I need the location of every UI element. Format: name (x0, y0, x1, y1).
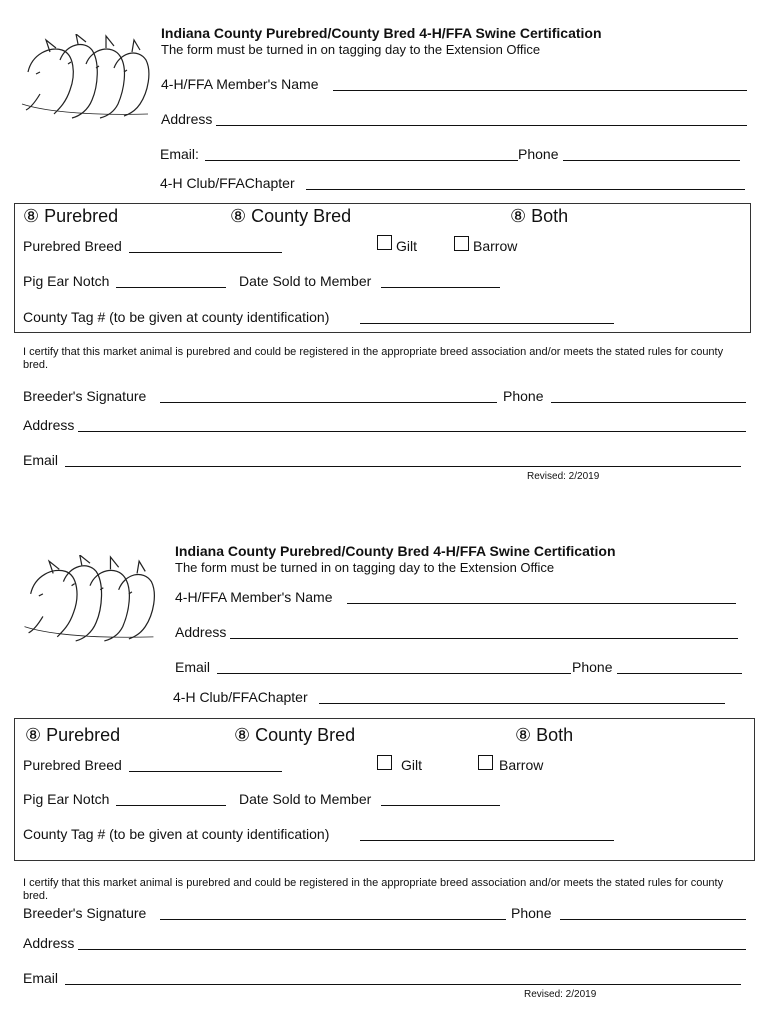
club-field[interactable] (319, 703, 725, 704)
address-field[interactable] (216, 125, 747, 126)
address-label: Address (161, 111, 213, 127)
phone-field[interactable] (563, 160, 740, 161)
breeder-email-field[interactable] (65, 984, 741, 985)
certify-statement: I certify that this market animal is purebred and could be registered in the appropriate breed association and/or meets the stated rules for county bred. (23, 877, 724, 902)
gilt-label: Gilt (401, 757, 422, 773)
pigs-illustration (20, 555, 160, 643)
breeder-address-field[interactable] (78, 431, 746, 432)
option-purebred[interactable]: ⑧ Purebred (23, 206, 119, 226)
date-sold-label: Date Sold to Member (239, 273, 372, 289)
breeder-address-field[interactable] (78, 949, 746, 950)
county-tag-label: County Tag # (to be given at county identification) (23, 309, 330, 325)
member-name-field[interactable] (347, 603, 736, 604)
club-field[interactable] (306, 189, 745, 190)
option-both[interactable]: ⑧ Both (510, 206, 569, 226)
ear-notch-field[interactable] (116, 805, 226, 806)
member-name-label: 4-H/FFA Member's Name (161, 76, 319, 92)
email-label: Email (175, 659, 211, 675)
breeder-address-label: Address (23, 935, 75, 951)
date-sold-field[interactable] (381, 287, 500, 288)
revised-date: Revised: 2/2019 (527, 471, 600, 482)
pigs-illustration (20, 34, 152, 120)
member-name-field[interactable] (333, 90, 747, 91)
barrow-label: Barrow (499, 757, 544, 773)
breeder-phone-field[interactable] (551, 402, 746, 403)
barrow-checkbox[interactable] (478, 755, 493, 770)
gilt-checkbox[interactable] (377, 755, 392, 770)
breeder-signature-field[interactable] (160, 919, 506, 920)
ear-notch-field[interactable] (116, 287, 226, 288)
revised-date: Revised: 2/2019 (524, 989, 597, 1000)
breeder-email-field[interactable] (65, 466, 741, 467)
address-label: Address (175, 624, 227, 640)
barrow-label: Barrow (473, 238, 518, 254)
option-county-bred[interactable]: ⑧ County Bred (230, 206, 352, 226)
county-tag-label: County Tag # (to be given at county identification) (23, 826, 330, 842)
email-field[interactable] (217, 673, 571, 674)
breeder-email-label: Email (23, 452, 59, 468)
option-purebred[interactable]: ⑧ Purebred (25, 725, 121, 745)
email-label: Email: (160, 146, 199, 162)
breeder-signature-label: Breeder's Signature (23, 905, 147, 921)
address-field[interactable] (230, 638, 738, 639)
county-tag-field[interactable] (360, 323, 614, 324)
email-field[interactable] (205, 160, 518, 161)
member-name-label: 4-H/FFA Member's Name (175, 589, 333, 605)
breeder-signature-label: Breeder's Signature (23, 388, 147, 404)
ear-notch-label: Pig Ear Notch (23, 273, 110, 289)
purebred-breed-label: Purebred Breed (23, 238, 122, 254)
date-sold-field[interactable] (381, 805, 500, 806)
barrow-checkbox[interactable] (454, 236, 469, 251)
phone-label: Phone (572, 659, 613, 675)
form-title: Indiana County Purebred/County Bred 4-H/FFA Swine Certification (175, 543, 616, 559)
purebred-breed-field[interactable] (129, 252, 282, 253)
county-tag-field[interactable] (360, 840, 614, 841)
gilt-label: Gilt (396, 238, 417, 254)
option-county-bred[interactable]: ⑧ County Bred (234, 725, 356, 745)
breeder-email-label: Email (23, 970, 59, 986)
gilt-checkbox[interactable] (377, 235, 392, 250)
purebred-breed-label: Purebred Breed (23, 757, 122, 773)
club-label: 4-H Club/FFAChapter (160, 175, 295, 191)
ear-notch-label: Pig Ear Notch (23, 791, 110, 807)
club-label: 4-H Club/FFAChapter (173, 689, 308, 705)
certify-statement: I certify that this market animal is purebred and could be registered in the appropriate breed association and/or meets the stated rules for county bred. (23, 346, 724, 371)
phone-label: Phone (518, 146, 559, 162)
purebred-breed-field[interactable] (129, 771, 282, 772)
form-title: Indiana County Purebred/County Bred 4-H/FFA Swine Certification (161, 25, 602, 41)
phone-field[interactable] (617, 673, 742, 674)
breeder-phone-label: Phone (511, 905, 552, 921)
breeder-address-label: Address (23, 417, 75, 433)
breeder-phone-label: Phone (503, 388, 544, 404)
date-sold-label: Date Sold to Member (239, 791, 372, 807)
form-subtitle: The form must be turned in on tagging day to the Extension Office (175, 560, 555, 575)
breeder-phone-field[interactable] (560, 919, 746, 920)
form-subtitle: The form must be turned in on tagging day to the Extension Office (161, 42, 541, 57)
breeder-signature-field[interactable] (160, 402, 497, 403)
option-both[interactable]: ⑧ Both (515, 725, 574, 745)
